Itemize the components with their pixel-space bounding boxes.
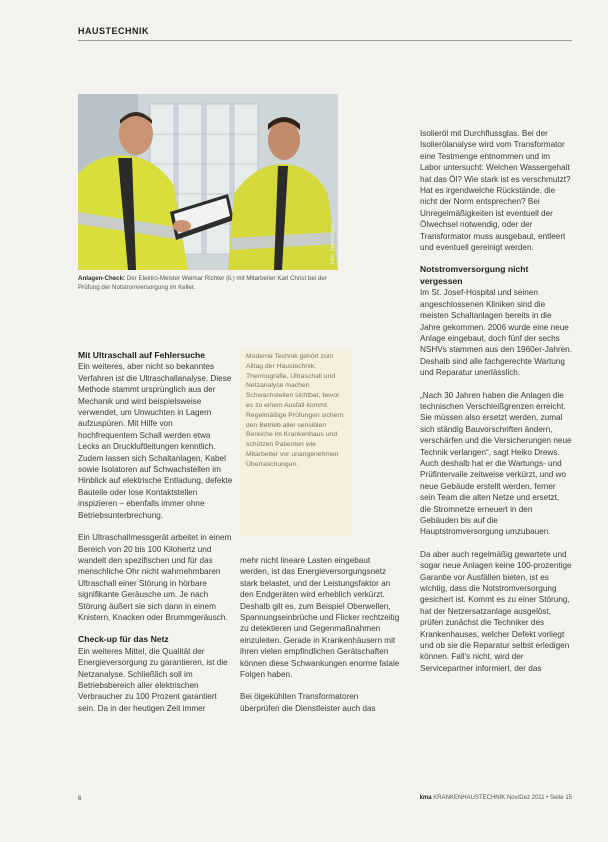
heading-ultraschall: Mit Ultraschall auf Fehlersuche	[78, 350, 206, 360]
paragraph: Ein weiteres Mittel, die Qualität der Energieversorgung zu garantieren, ist die Netzanalyse. Schließlich soll im Betriebsbereich aller elektrischen Verbraucher zu 100 Prozent garantiert sein. Da in der heutigen Zeit immer	[78, 646, 228, 713]
info-box-text: Moderne Technik gehört zum Alltag der Haustechnik: Thermografie, Ultraschall und Netzanalyse machen Schwachstellen sichtbar, bevor es zu einem Ausfall kommt. Regelmäßige Prüfungen sichern den Betrieb aller sensiblen Bereiche im Krankenhaus und schützen Patienten wie Mitarbeiter vor unangenehmen Überraschungen.	[246, 353, 344, 468]
info-box	[240, 348, 352, 536]
paragraph: Da aber auch regelmäßig gewartete und sogar neue Anlagen keine 100-prozentige Garantie vor Ausfällen bieten, ist es wichtig, dass die Notstromversorgung gesichert ist. Kommt es zu einer Störung, hat der Netzersatzanlage ausgelöst, prüfen zunächst die Techniker des Krankenhauses, welcher Defekt vorliegt und ob sie die Reparatur selbst erledigen können. Fall's nicht, wird der Servicepartner informiert, der das	[420, 549, 572, 673]
right-column	[420, 128, 572, 685]
photo-illustration	[78, 94, 338, 270]
page-number: 6	[78, 796, 82, 802]
caption-text: Der Elektro-Meister Weimar Richter (li.) mit Mitarbeiter Karl Christ bei der Prüfung der Notstromversorgung im Keller.	[78, 275, 327, 291]
paragraph: Ein Ultraschallmessgerät arbeitet in einem Bereich von 20 bis 100 Kilohertz und wandelt den spezifischen und für das menschliche Ohr nicht wahrnehmbaren Ultraschall einer Störung in hörbare signifikante Geräusche um. Je nach Störung äußert sie sich dann in einem Knistern, Knacken oder Brummgeräusch.	[78, 533, 232, 622]
paragraph: Bei ölgekühlten Transformatoren überprüfen die Dienstleister auch das	[240, 692, 376, 713]
paragraph: mehr nicht lineare Lasten eingebaut werden, ist das Energieversorgungsnetz stark belastet, und der Leistungsfaktor an den Endgeräten wird erheblich verkürzt. Deshalb gilt es, zum Beispiel Oberwellen, Spannungseinbrüche und Flicker rechtzeitig zu detektieren und Gegenmaßnahmen einzuleiten. Gerade in Krankenhäusern mit ihren vielen empfindlichen Gerätschaften können diese Schwankungen enorme fatale Folgen haben.	[240, 556, 400, 680]
left-column	[78, 350, 234, 725]
middle-column	[240, 555, 400, 725]
article-photo	[78, 94, 338, 270]
photo-credit: Foto: Stamenkovic	[330, 222, 336, 264]
footer-brand: kma	[419, 795, 432, 801]
heading-notstrom: Notstromversorgung nicht vergessen	[420, 264, 529, 286]
paragraph: Isolieröl mit Durchflussglas. Bei der Isolierölanalyse wird vom Transformator eine Testmenge entnommen und im Labor untersucht: Welchen Wassergehalt hat das Öl? Wie stark ist es verschmutzt? Hat es irgendwelche Rückstände, die nicht der Norm entsprechen? Bei Unregelmäßigkeiten ist eventuell der Ölwechsel notwendig, oder der Transformator muss ausgebaut, entleert und eventuell gereinigt werden.	[420, 129, 571, 253]
footer-text: KRANKENHAUSTECHNIK Nov/Dez 2011 • Seite 15	[433, 795, 572, 801]
paragraph: „Nach 30 Jahren haben die Anlagen die technischen Verschleißgrenzen erreicht. Sie müssen also ersetzt werden, zumal sich ständig Bauvorschriften ändern, verschärfen und die Versicherungen neue Technik verlangen“, sagt Heiko Drews. Auch deshalb hat er die Wartungs- und Prüfintervalle zeitweise verkürzt, und wo neue Gebäude erstellt werden, ferner sein Team die alten Netze und ersetzt, die Stromnetze erneuert in den Gebäuden bis auf die Hauptstromversorgung umzubauen.	[420, 390, 572, 537]
photo-caption	[78, 275, 340, 292]
heading-netz: Check-up für das Netz	[78, 634, 169, 645]
footer-publication	[420, 795, 572, 801]
caption-lead: Anlagen-Check:	[78, 275, 126, 282]
section-rubric: HAUSTECHNIK	[78, 26, 150, 36]
paragraph: Ein weiteres, aber nicht so bekanntes Verfahren ist die Ultraschallanalyse. Diese Methode stammt ursprünglich aus der Mechanik und wird beispielsweise verwendet, um Unwuchten in Lagern aufzuspüren. Mit Hilfe von hochfrequentem Schall werden etwa Lecks an Druckluftleitungen kenntlich. Zudem lassen sich Schaltanlagen, Kabel sowie Isolatoren auf Schwachstellen im Hinblick auf elektrische Entladung, defekte Bauteile oder lose Kontaktstellen inspizieren – ebenfalls immer ohne Betriebsunterbrechung.	[78, 362, 233, 520]
header-rule	[78, 40, 572, 41]
paragraph: Im St. Josef-Hospital und seinen angeschlossenen Kliniken sind die meisten Schaltanlagen bereits in die Jahre gekommen. 2006 wurde eine neue Anlage eingebaut, doch fünf der sechs NSHVs stammen aus den 1960er-Jahren. Deshalb sind alle fachgerechte Wartung und Reparatur unerlässlich.	[420, 288, 573, 378]
